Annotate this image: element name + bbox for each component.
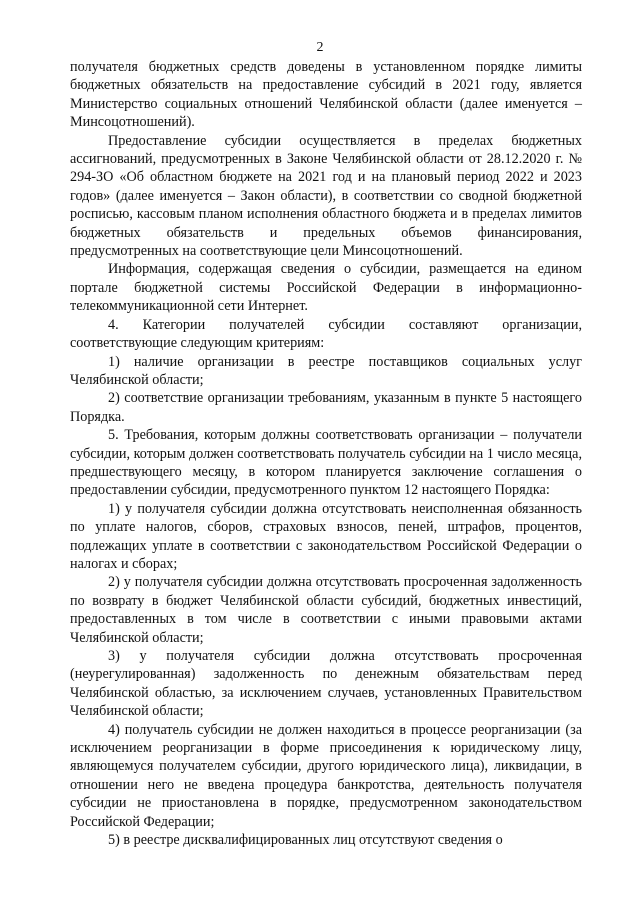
paragraph-2: Предоставление субсидии осуществляется в пределах бюджетных ассигнований, предусмотренных в Законе Челябинской области от 28.12.2020 г. № 294-ЗО «Об областном бюджете на 2021 год и на плановый период 2022 и 2023 годов» (далее именуется – Закон области), в соответствии со сводной бюджетной росписью, кассовым планом исполнения областного бюджета и в пределах лимитов бюджетных обязательств и предельных объемов финансирования, предусмотренных на соответствующие цели Минсоцотношений. <box>70 132 582 260</box>
paragraph-3: Информация, содержащая сведения о субсидии, размещается на едином портале бюджетной системы Российской Федерации в информационно-телекоммуникационной сети Интернет. <box>70 261 582 315</box>
paragraph-12: 5) в реестре дисквалифицированных лиц отсутствуют сведения о <box>108 832 503 849</box>
paragraph-9: 2) у получателя субсидии должна отсутствовать просроченная задолженность по возврату в бюджет Челябинской области субсидий, бюджетных инвестиций, предоставленных в том числе в соответствии с иными правовыми актами Челябинской области; <box>70 574 582 646</box>
paragraph-5: 1) наличие организации в реестре поставщиков социальных услуг Челябинской области; <box>70 353 582 388</box>
paragraph-8: 1) у получателя субсидии должна отсутствовать неисполненная обязанность по уплате налогов, сборов, страховых взносов, пеней, штрафов, процентов, подлежащих уплате в соответствии с законодательством Российской Федерации о налогах и сборах; <box>70 500 582 572</box>
paragraph-11: 4) получатель субсидии не должен находиться в процессе реорганизации (за исключением реорганизации в форме присоединения к юридическому лицу, являющемуся получателем субсидии, другого юридического лица), ликвидации, в отношении него не введена процедура банкротства, деятельность получателя субсидии не приостановлена в порядке, предусмотренном законодательством Российской Федерации; <box>70 721 582 830</box>
paragraph-7: 5. Требования, которым должны соответствовать организации – получатели субсидии, которым должен соответствовать получатель субсидии на 1 число месяца, предшествующего месяцу, в котором планируется заключение соглашения о предоставлении субсидии, предусмотренного пунктом 12 настоящего Порядка: <box>70 427 582 499</box>
paragraph-1: получателя бюджетных средств доведены в установленном порядке лимиты бюджетных обязательств на предоставление субсидий в 2021 году, является Министерство социальных отношений Челябинской области (далее именуется – Минсоцотношений). <box>70 59 582 131</box>
paragraph-4: 4. Категории получателей субсидии составляют организации, соответствующие следующим критериям: <box>70 316 582 352</box>
document-body <box>70 58 582 849</box>
page-number: 2 <box>316 40 324 55</box>
paragraph-10: 3) у получателя субсидии должна отсутствовать просроченная (неурегулированная) задолженность по денежным обязательствам перед Челябинской областью, за исключением случаев, установленных Правительством Челябинской области; <box>70 648 582 720</box>
paragraph-6: 2) соответствие организации требованиям, указанным в пункте 5 настоящего Порядка. <box>70 390 582 425</box>
